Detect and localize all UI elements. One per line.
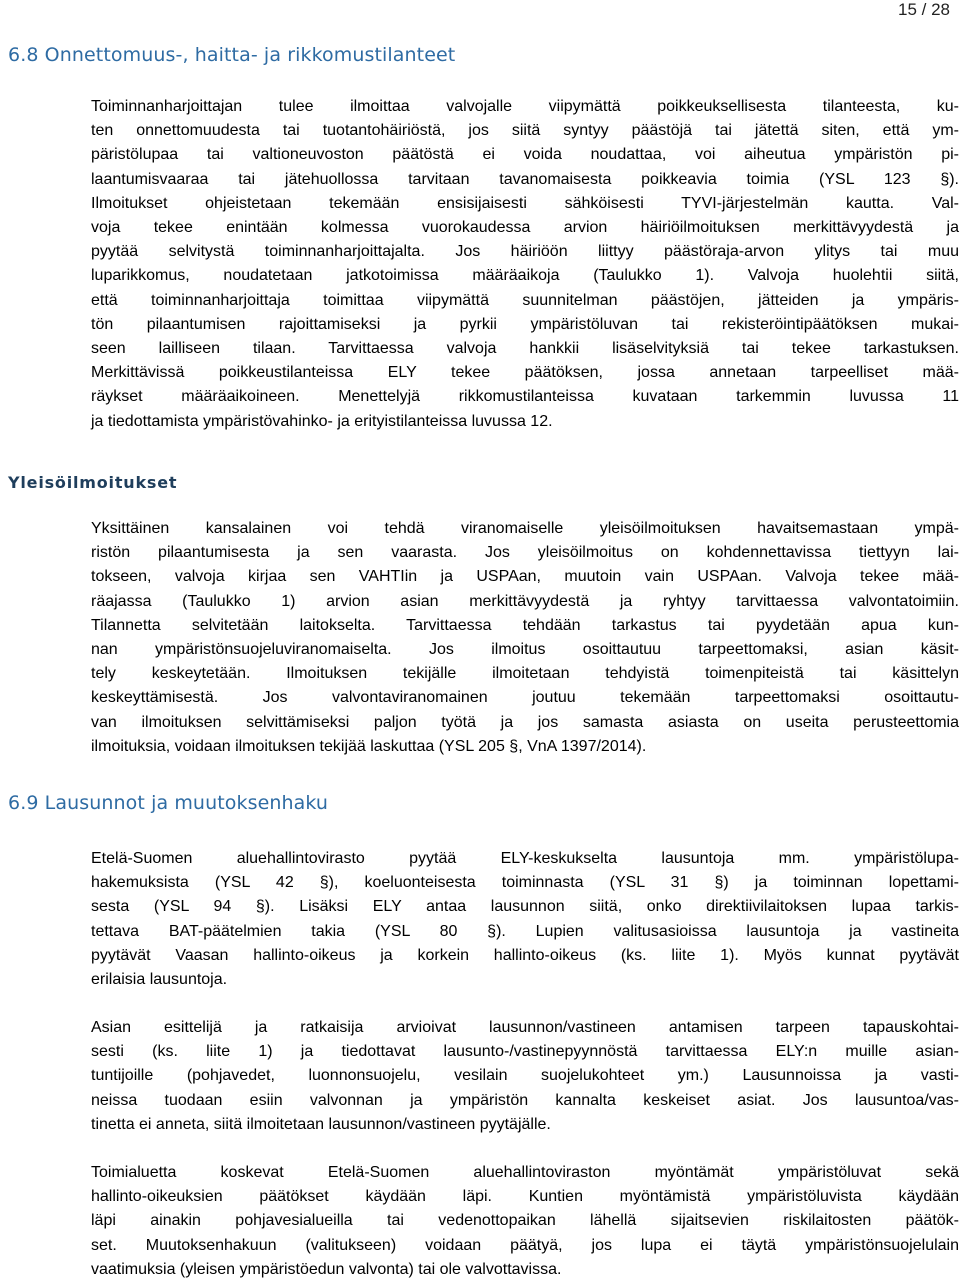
text-line: että toiminnanharjoittaja toimittaa viipymättä suunnitelman päästöjen, jätteiden ja ympäris- xyxy=(91,291,959,309)
text-line: pyytävät Vaasan hallinto-oikeus ja korkein hallinto-oikeus (ks. liite 1). Myös kunnat pyytävät xyxy=(91,946,959,964)
page-number: 15 / 28 xyxy=(898,0,950,19)
text-line: erilaisia lausuntoja. xyxy=(91,971,228,989)
text-line: sesti (ks. liite 1) ja tiedottavat lausunto-/vastinepyynnöstä tarvittaessa ELY:n muille asian- xyxy=(91,1043,959,1061)
text-line: seen lailliseen tilaan. Tarvittaessa valvoja hankkii lisäselvityksiä tai tekee tarkastuksen. xyxy=(91,340,959,358)
section-6-9-title: 6.9 Lausunnot ja muutoksenhaku xyxy=(8,792,329,814)
text-line: Toiminnanharjoittajan tulee ilmoittaa valvojalle viipymättä poikkeuksellisesta tilanteesta, ku- xyxy=(91,98,959,115)
text-line: laantumisvaaraa tai jätehuollossa tarvitaan tavanomaisesta poikkeavia toimia (YSL 123 §). xyxy=(91,170,959,188)
section-6-8-title: 6.8 Onnettomuus-, haitta- ja rikkomustilanteet xyxy=(8,44,456,66)
text-line: Merkittävissä poikkeustilanteissa ELY tekee päätöksen, jossa annetaan tarpeelliset mää- xyxy=(91,364,959,382)
text-line: pyytää selvitystä toiminnanharjoittajalta. Jos häiriöön liittyy päästöraja-arvon ylitys tai muu xyxy=(91,243,959,261)
yleisoilmoitukset-paragraph xyxy=(91,517,959,759)
text-line: Toimialuetta koskevat Etelä-Suomen aluehallintoviraston myöntämät ympäristöluvat sekä xyxy=(91,1164,959,1181)
text-line: päristölupaa tai valtioneuvoston päätöstä ei voida noudattaa, voi aiheutua ympäristön pi- xyxy=(91,146,959,164)
text-line: tuntijoille (pohjavedet, luonnonsuojelu, vesilain suojelukohteet ym.) Lausunnoissa ja vasti- xyxy=(91,1067,959,1085)
text-line: tely keskeytetään. Ilmoituksen tekijälle ilmoitetaan tehdyistä toimenpiteistä tai käsittelyn xyxy=(91,665,959,683)
text-line: nan ympäristönsuojeluviranomaiselta. Jos ilmoitus osoittautuu tarpeettomaksi, asian käsit- xyxy=(91,641,959,659)
text-line: set. Muutoksenhakuun (valitukseen) voidaan päätyä, jos lupa ei täytä ympäristönsuojelulain xyxy=(91,1236,959,1254)
text-line: ten onnettomuudesta tai tuotantohäiriöstä, jos siitä syntyy päästöjä tai jätettä siten, että ym- xyxy=(91,122,959,140)
text-line: ja tiedottamista ympäristövahinko- ja erityistilanteissa luvussa 12. xyxy=(91,412,553,430)
text-line: läpi ainakin pohjavesialueilla tai vedenottopaikan lähellä sijaitsevien riskilaitosten päätök- xyxy=(91,1212,959,1230)
text-line: Asian esittelijä ja ratkaisija arvioivat lausunnon/vastineen antamisen tarpeen tapauskohtai- xyxy=(91,1019,959,1036)
text-line: tinetta ei anneta, siitä ilmoitetaan lausunnon/vastineen pyytäjälle. xyxy=(91,1115,551,1133)
lausunnot-paragraph-2 xyxy=(91,1016,959,1137)
text-line: Yksittäinen kansalainen voi tehdä viranomaiselle yleisöilmoituksen havaitsemastaan ympä- xyxy=(91,520,959,537)
text-line: Etelä-Suomen aluehallintovirasto pyytää ELY-keskukselta lausuntoja mm. ympäristölupa- xyxy=(91,850,959,867)
text-line: van ilmoituksen selvittämiseksi paljon työtä ja jos samasta asiasta on useita perusteettomia xyxy=(91,713,959,731)
text-line: vaatimuksia (yleisen ympäristöedun valvonta) tai ole valvottavissa. xyxy=(91,1260,562,1278)
text-line: hallinto-oikeuksien päätökset käydään läpi. Kuntien myöntämistä ympäristöluvista käydään xyxy=(91,1188,959,1206)
text-line: Ilmoitukset ohjeistetaan tekemään ensisijaisesti sähköisesti TYVI-järjestelmän kautta. Val- xyxy=(91,194,959,212)
lausunnot-paragraph-1 xyxy=(91,847,959,992)
section-6-8-paragraph xyxy=(91,95,959,434)
text-line: neissa tuodaan esiin valvonnan ja ympäristön kannalta keskeiset asiat. Jos lausuntoa/vas- xyxy=(91,1091,959,1109)
text-line: räykset määräaikoineen. Menettelyjä rikkomustilanteissa kuvataan tarkemmin luvussa 11 xyxy=(91,388,959,406)
text-line: tokseen, valvoja kirjaa sen VAHTIin ja USPAan, muutoin vain USPAan. Valvoja tekee mää- xyxy=(91,568,959,586)
text-line: räajassa (Taulukko 1) arvion asian merkittävyydestä ja ryhtyy tarvittaessa valvontatoimiin. xyxy=(91,592,959,610)
text-line: tön pilaantumisen rajoittamiseksi ja pyrkii ympäristöluvan tai rekisteröintipäätöksen mukai- xyxy=(91,315,959,333)
text-line: tettava BAT-päätelmien takia (YSL 80 §). Lupien valitusasioissa lausuntoja ja vastineita xyxy=(91,922,959,940)
text-line: hakemuksista (YSL 42 §), koeluonteisesta toiminnasta (YSL 31 §) ja toiminnan lopettami- xyxy=(91,874,959,892)
text-line: ristön pilaantumisesta ja sen vaarasta. Jos yleisöilmoitus on kohdennettavissa tiettyyn lai- xyxy=(91,544,959,562)
text-line: Tilannetta selvitetään laitokselta. Tarvittaessa tehdään tarkastus tai pyydetään apua kun- xyxy=(91,616,959,634)
text-line: luparikkomus, noudatetaan jatkotoimissa määräaikoja (Taulukko 1). Valvoja huolehtii siitä, xyxy=(91,267,959,285)
text-line: sesta (YSL 94 §). Lisäksi ELY antaa lausunnon siitä, onko direktiivilaitoksen lupaa tarkis- xyxy=(91,898,959,916)
text-line: keskeyttämisestä. Jos valvontaviranomainen joutuu tekemään tarpeettomaksi osoittautu- xyxy=(91,689,959,707)
text-line: voja tekee enintään kolmessa vuorokaudessa arvion häiriöilmoituksen merkittävyydestä ja xyxy=(91,219,959,237)
yleisoilmoitukset-heading: Yleisöilmoitukset xyxy=(8,473,178,492)
lausunnot-paragraph-3 xyxy=(91,1161,959,1282)
text-line: ilmoituksia, voidaan ilmoituksen tekijää laskuttaa (YSL 205 §, VnA 1397/2014). xyxy=(91,737,647,755)
